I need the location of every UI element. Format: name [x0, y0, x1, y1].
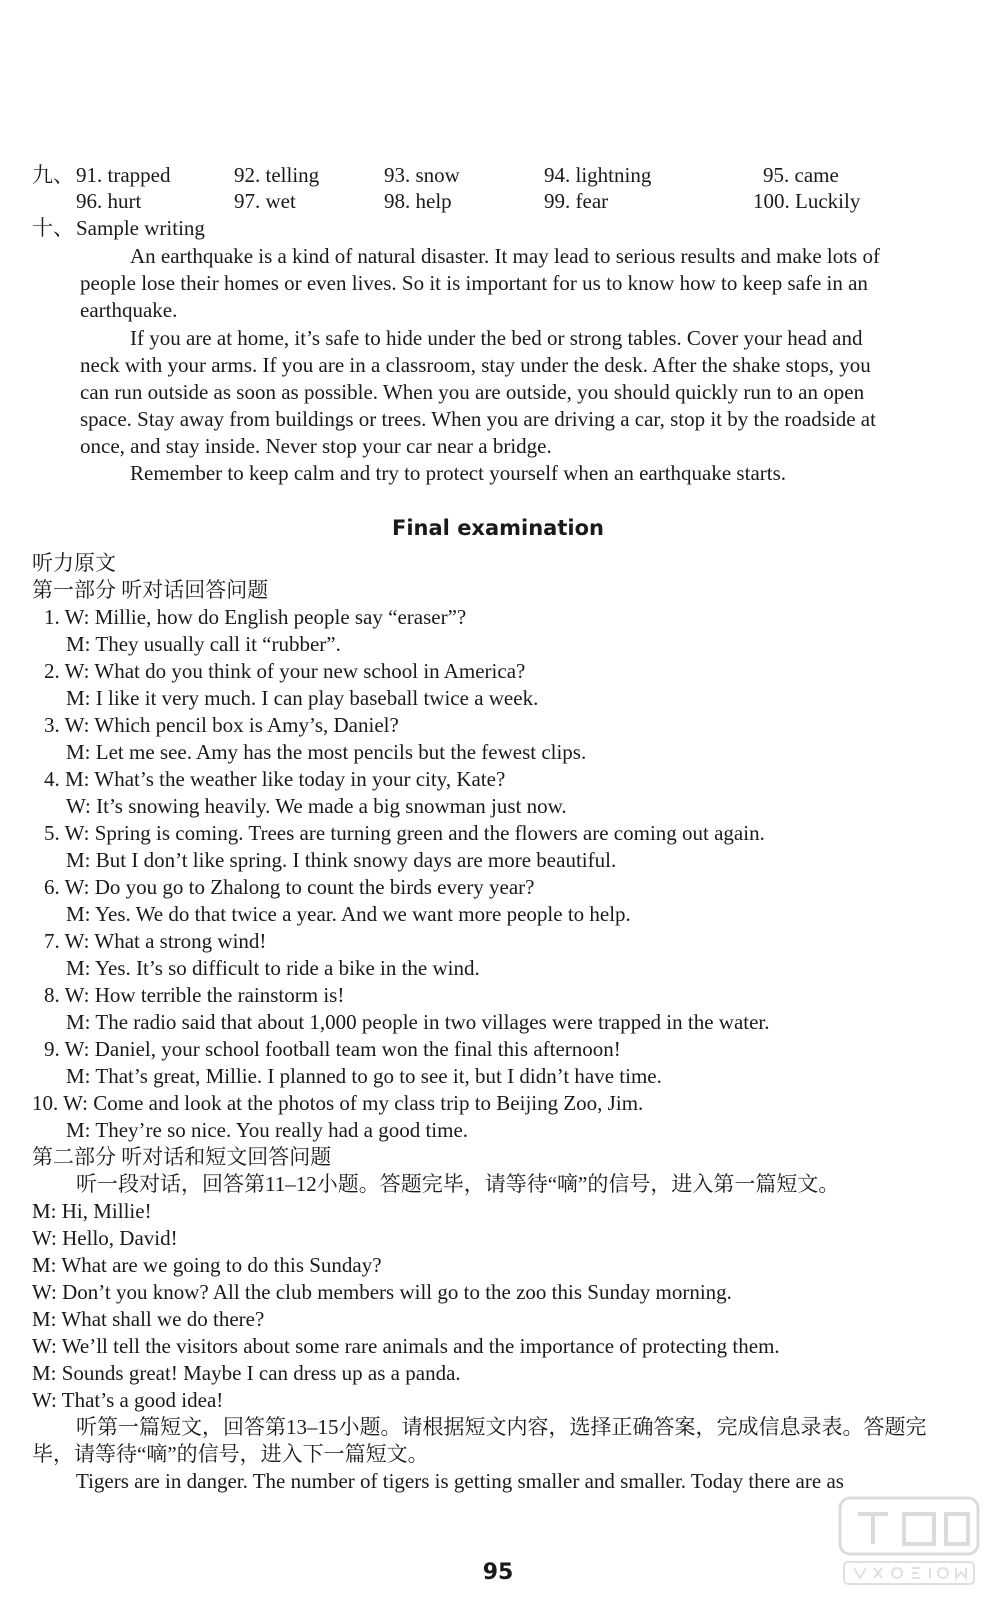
dialogue-line: M: Yes. It’s so difficult to ride a bike in the wind.: [66, 956, 480, 980]
dialogue-line: W: Don’t you know? All the club members will go to the zoo this Sunday morning.: [32, 1280, 732, 1304]
writing-heading: Sample writing: [76, 216, 205, 240]
dialogue-line: M: That’s great, Millie. I planned to go to see it, but I didn’t have time.: [66, 1064, 662, 1088]
dialogue-line: M: They usually call it “rubber”.: [66, 632, 341, 656]
dialogue-line: W: It’s snowing heavily. We made a big snowman just now.: [66, 794, 567, 818]
dialogue-line: W: Hello, David!: [32, 1226, 178, 1250]
dialogue-line: 4. M: What’s the weather like today in your city, Kate?: [44, 767, 506, 791]
watermark-logo: [834, 1490, 984, 1590]
writing-line: people lose their homes or even lives. So it is important for us to know how to keep safe in an: [80, 271, 868, 295]
answer-item: 100. Luckily: [753, 189, 861, 213]
dialogue-line: 2. W: What do you think of your new school in America?: [44, 659, 526, 683]
passage-line: Tigers are in danger. The number of tigers is getting smaller and smaller. Today there are as: [76, 1469, 844, 1493]
exam-part-heading: 第一部分 听对话回答问题: [32, 578, 269, 602]
writing-line: neck with your arms. If you are in a classroom, stay under the desk. After the shake stops, you: [80, 353, 871, 377]
dialogue-line: 9. W: Daniel, your school football team won the final this afternoon!: [44, 1037, 621, 1061]
exam-heading: 听力原文: [32, 551, 116, 575]
dialogue-line: M: I like it very much. I can play baseball twice a week.: [66, 686, 539, 710]
answer-item: 91. trapped: [76, 163, 171, 187]
dialogue-line: 8. W: How terrible the rainstorm is!: [44, 983, 345, 1007]
instruction-line: 听一段对话，回答第11–12小题。答题完毕，请等待“嘀”的信号，进入第一篇短文。: [76, 1172, 840, 1196]
dialogue-line: M: What shall we do there?: [32, 1307, 265, 1331]
dialogue-line: M: Let me see. Amy has the most pencils but the fewest clips.: [66, 740, 587, 764]
dialogue-line: M: Sounds great! Maybe I can dress up as a panda.: [32, 1361, 461, 1385]
dialogue-line: M: What are we going to do this Sunday?: [32, 1253, 382, 1277]
dialogue-line: M: They’re so nice. You really had a good time.: [66, 1118, 469, 1142]
dialogue-line: M: Hi, Millie!: [32, 1199, 152, 1223]
writing-line: Remember to keep calm and try to protect yourself when an earthquake starts.: [130, 461, 787, 485]
answer-item: 92. telling: [234, 163, 320, 187]
section-title: Final examination: [392, 516, 604, 540]
instruction-line: 毕，请等待“嘀”的信号，进入下一篇短文。: [32, 1442, 429, 1466]
section-ten-prefix: 十、: [32, 216, 74, 240]
page-number: 95: [482, 1560, 514, 1585]
dialogue-line: 3. W: Which pencil box is Amy’s, Daniel?: [44, 713, 399, 737]
section-nine-prefix: 九、: [32, 163, 74, 187]
dialogue-line: W: We’ll tell the visitors about some rare animals and the importance of protecting them.: [32, 1334, 780, 1358]
writing-line: If you are at home, it’s safe to hide under the bed or strong tables. Cover your head and: [130, 326, 863, 350]
writing-line: earthquake.: [80, 298, 178, 322]
writing-line: once, and stay inside. Never stop your car near a bridge.: [80, 434, 552, 458]
instruction-line: 听第一篇短文，回答第13–15小题。请根据短文内容，选择正确答案，完成信息录表。答题完: [76, 1415, 927, 1439]
answer-item: 98. help: [384, 189, 452, 213]
dialogue-line: M: But I don’t like spring. I think snowy days are more beautiful.: [66, 848, 617, 872]
dialogue-line: M: The radio said that about 1,000 people in two villages were trapped in the water.: [66, 1010, 770, 1034]
dialogue-line: W: That’s a good idea!: [32, 1388, 224, 1412]
exam-part-heading: 第二部分 听对话和短文回答问题: [32, 1145, 332, 1169]
answer-item: 93. snow: [384, 163, 460, 187]
dialogue-line: M: Yes. We do that twice a year. And we want more people to help.: [66, 902, 631, 926]
writing-line: An earthquake is a kind of natural disaster. It may lead to serious results and make lots of: [130, 244, 880, 268]
dialogue-line: 6. W: Do you go to Zhalong to count the birds every year?: [44, 875, 535, 899]
dialogue-line: 7. W: What a strong wind!: [44, 929, 267, 953]
dialogue-line: 10. W: Come and look at the photos of my class trip to Beijing Zoo, Jim.: [32, 1091, 644, 1115]
answer-item: 96. hurt: [76, 189, 142, 213]
writing-line: can run outside as soon as possible. When you are outside, you should quickly run to an open: [80, 380, 865, 404]
dialogue-line: 5. W: Spring is coming. Trees are turning green and the flowers are coming out again.: [44, 821, 765, 845]
answer-item: 95. came: [763, 163, 839, 187]
answer-item: 97. wet: [234, 189, 296, 213]
writing-line: space. Stay away from buildings or trees. When you are driving a car, stop it by the roadside at: [80, 407, 876, 431]
answer-item: 94. lightning: [544, 163, 652, 187]
answer-item: 99. fear: [544, 189, 609, 213]
dialogue-line: 1. W: Millie, how do English people say “eraser”?: [44, 605, 467, 629]
